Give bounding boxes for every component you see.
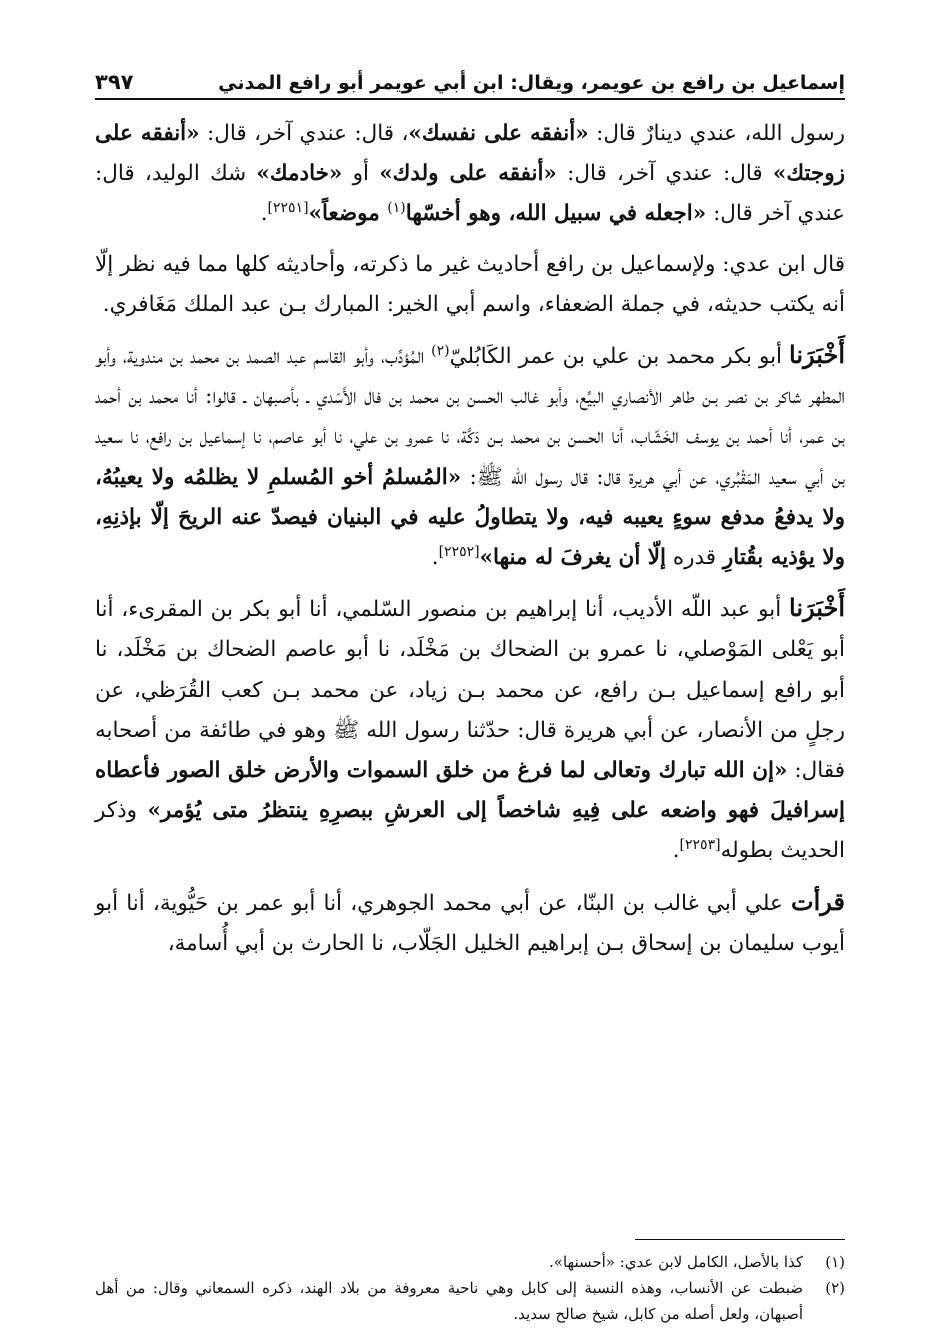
text-span: المُؤدِّب، وأبو القاسم عبد الصمد بن محمد بن مندوية، وأبو المطهر شاكر بن نصر بـن طاهر الأنصاري البيِّع، وأبو غالب الحسن بن محمد بن فال الأَسَدي ـ بأصبهان ـ قالوا: أنا محمد بن أحمد بن عمر، أنا أحمد بن يوسف الخَشّاب، أنا الحسن بن محمد بـن دَكَّة، نا عمرو بن علي، نا أبو عاصم، نا إسماعيل بن رافع، نا سعيد بن أبي سعيد المَقْبُري، عن أبي هريرة قال: قال رسول الله ﷺ: bbox=[95, 344, 845, 490]
hadith-quote: موضعاً» bbox=[308, 201, 388, 227]
hadith-quote: «خادمك» bbox=[256, 161, 343, 187]
paragraph-2 bbox=[95, 245, 845, 325]
hadith-quote: «إن الله تبارك وتعالى لما فرغ من خلق السموات والأرض خلق الصور فأعطاه إسرافيلَ فهو واضعه على فِيهِ شاخصاً إلى العرشِ ببصرِهِ ينتظرُ متى يُؤمر» bbox=[95, 758, 845, 824]
footnote-number: (١) bbox=[825, 1253, 845, 1271]
footnote-marker[interactable]: (١) bbox=[387, 200, 406, 217]
hadith-reference: [٢٢٥١] bbox=[267, 200, 309, 217]
paragraph-4 bbox=[95, 588, 845, 871]
paragraph-5 bbox=[95, 882, 845, 964]
book-page bbox=[95, 56, 846, 1323]
hadith-quote: «اجعله في سبيل الله، وهو أخسّها bbox=[405, 201, 707, 227]
text-span: . bbox=[672, 838, 680, 864]
text-span: رسول الله، عندي دينارٌ قال: bbox=[588, 121, 846, 146]
lead-word: أَخْبَرَنا bbox=[789, 340, 845, 370]
hadith-reference: [٢٢٥٣] bbox=[679, 837, 721, 854]
lead-word: أَخْبَرَنا bbox=[789, 593, 845, 623]
text-span: أبو بكر محمد بن علي بن عمر الكَابُليّ bbox=[449, 344, 790, 370]
footnote-divider bbox=[635, 1239, 845, 1240]
main-text bbox=[95, 114, 845, 964]
footnote-text: ضبطت عن الأنساب، وهذه النسبة إلى كابل وهي ناحية معروفة من بلاد الهند، ذكره السمعاني وقال: من أهل أصبهان، ولعل أصله من كابل، شيخ صالح سديد. bbox=[95, 1279, 803, 1323]
text-span: أبو عبد اللّه الأديب، أنا إبراهيم بن منصور السّلمي، أنا أبو بكر بن المقرىء، أنا أبو يَعْلى المَوْصلي، نا عمرو بن الضحاك بن مَخْلَد، نا أبو عاصم الضحاك بن مَخْلَد، نا أبو رافع إسماعيل بـن رافع، عن محمد بـن زياد، عن محمد بـن كعب القُرَظي، عن رجلٍ من الأنصار، عن أبي هريرة قال: حدّثنا رسول الله ﷺ وهو في طائفة من أصحابه فقال: bbox=[95, 597, 845, 784]
hadith-quote: «المُسلمُ أخو المُسلمِ لا يظلمُه ولا يعيبُهُ، ولا يدفعُ مدفع سوءٍ يعيبه فيه، ولا يتطاولُ عليه في البنيان فيصدّ عنه الريحَ إلّا بإذنِهِ، ولا يؤذيه بقُتارِ bbox=[95, 464, 845, 571]
hadith-quote: «أنفقه على ولدك» bbox=[379, 161, 557, 187]
hadith-reference: [٢٢٥٢] bbox=[438, 543, 480, 560]
footnote-text: كذا بالأصل، الكامل لابن عدي: «أحسنها». bbox=[549, 1253, 803, 1271]
text-span: . bbox=[260, 201, 268, 227]
hadith-quote: «أنفقه على نفسك» bbox=[408, 121, 589, 146]
footnote-marker[interactable]: (٢) bbox=[431, 342, 450, 359]
footnotes bbox=[95, 1249, 845, 1327]
paragraph-3 bbox=[95, 335, 845, 578]
footnote-item bbox=[95, 1275, 845, 1327]
text-span: . bbox=[431, 545, 439, 571]
header-title: إسماعيل بن رافع بن عويمر، ويقال: ابن أبي عويمر أبو رافع المدني bbox=[218, 72, 845, 94]
text-span: قال ابن عدي: ولإسماعيل بن رافع أحاديث غير ما ذكرته، وأحاديثه كلها مما فيه نظر إلّا أنه يكتب حديثه، في جملة الضعفاء، واسم أبي الخير: المبارك بـن عبد الملك مَغَافري. bbox=[95, 251, 845, 317]
lead-word: قرأت bbox=[791, 886, 845, 916]
footnote-item bbox=[95, 1249, 845, 1275]
text-span: ، قال: عندي آخر، قال: bbox=[199, 121, 409, 146]
hadith-quote: «أنفقه على زوجتك» bbox=[95, 121, 846, 187]
text-span: قدره bbox=[666, 545, 723, 571]
text-span: علي أبي غالب بن البنّا، عن أبي محمد الجوهري، أنا أبو عمر بن حَيُّوية، أنا أبو أيوب سليمان بن إسحاق بـن إبراهيم الخليل الجَلّاب، نا الحارث بن أبي أُسامة، bbox=[95, 890, 845, 956]
running-header bbox=[95, 56, 845, 100]
text-span: وذكر الحديث بطوله bbox=[95, 798, 845, 864]
paragraph-1 bbox=[95, 114, 845, 235]
text-span: شك الوليد، قال: عندي آخر قال: bbox=[95, 161, 845, 227]
text-span: أو bbox=[342, 161, 380, 187]
hadith-quote: إلّا أن يغرفَ له منها» bbox=[479, 545, 667, 571]
text-span: قال: عندي آخر، قال: bbox=[556, 161, 773, 187]
footnote-number: (٢) bbox=[825, 1279, 845, 1297]
page-number: ٣٩٧ bbox=[95, 70, 134, 94]
